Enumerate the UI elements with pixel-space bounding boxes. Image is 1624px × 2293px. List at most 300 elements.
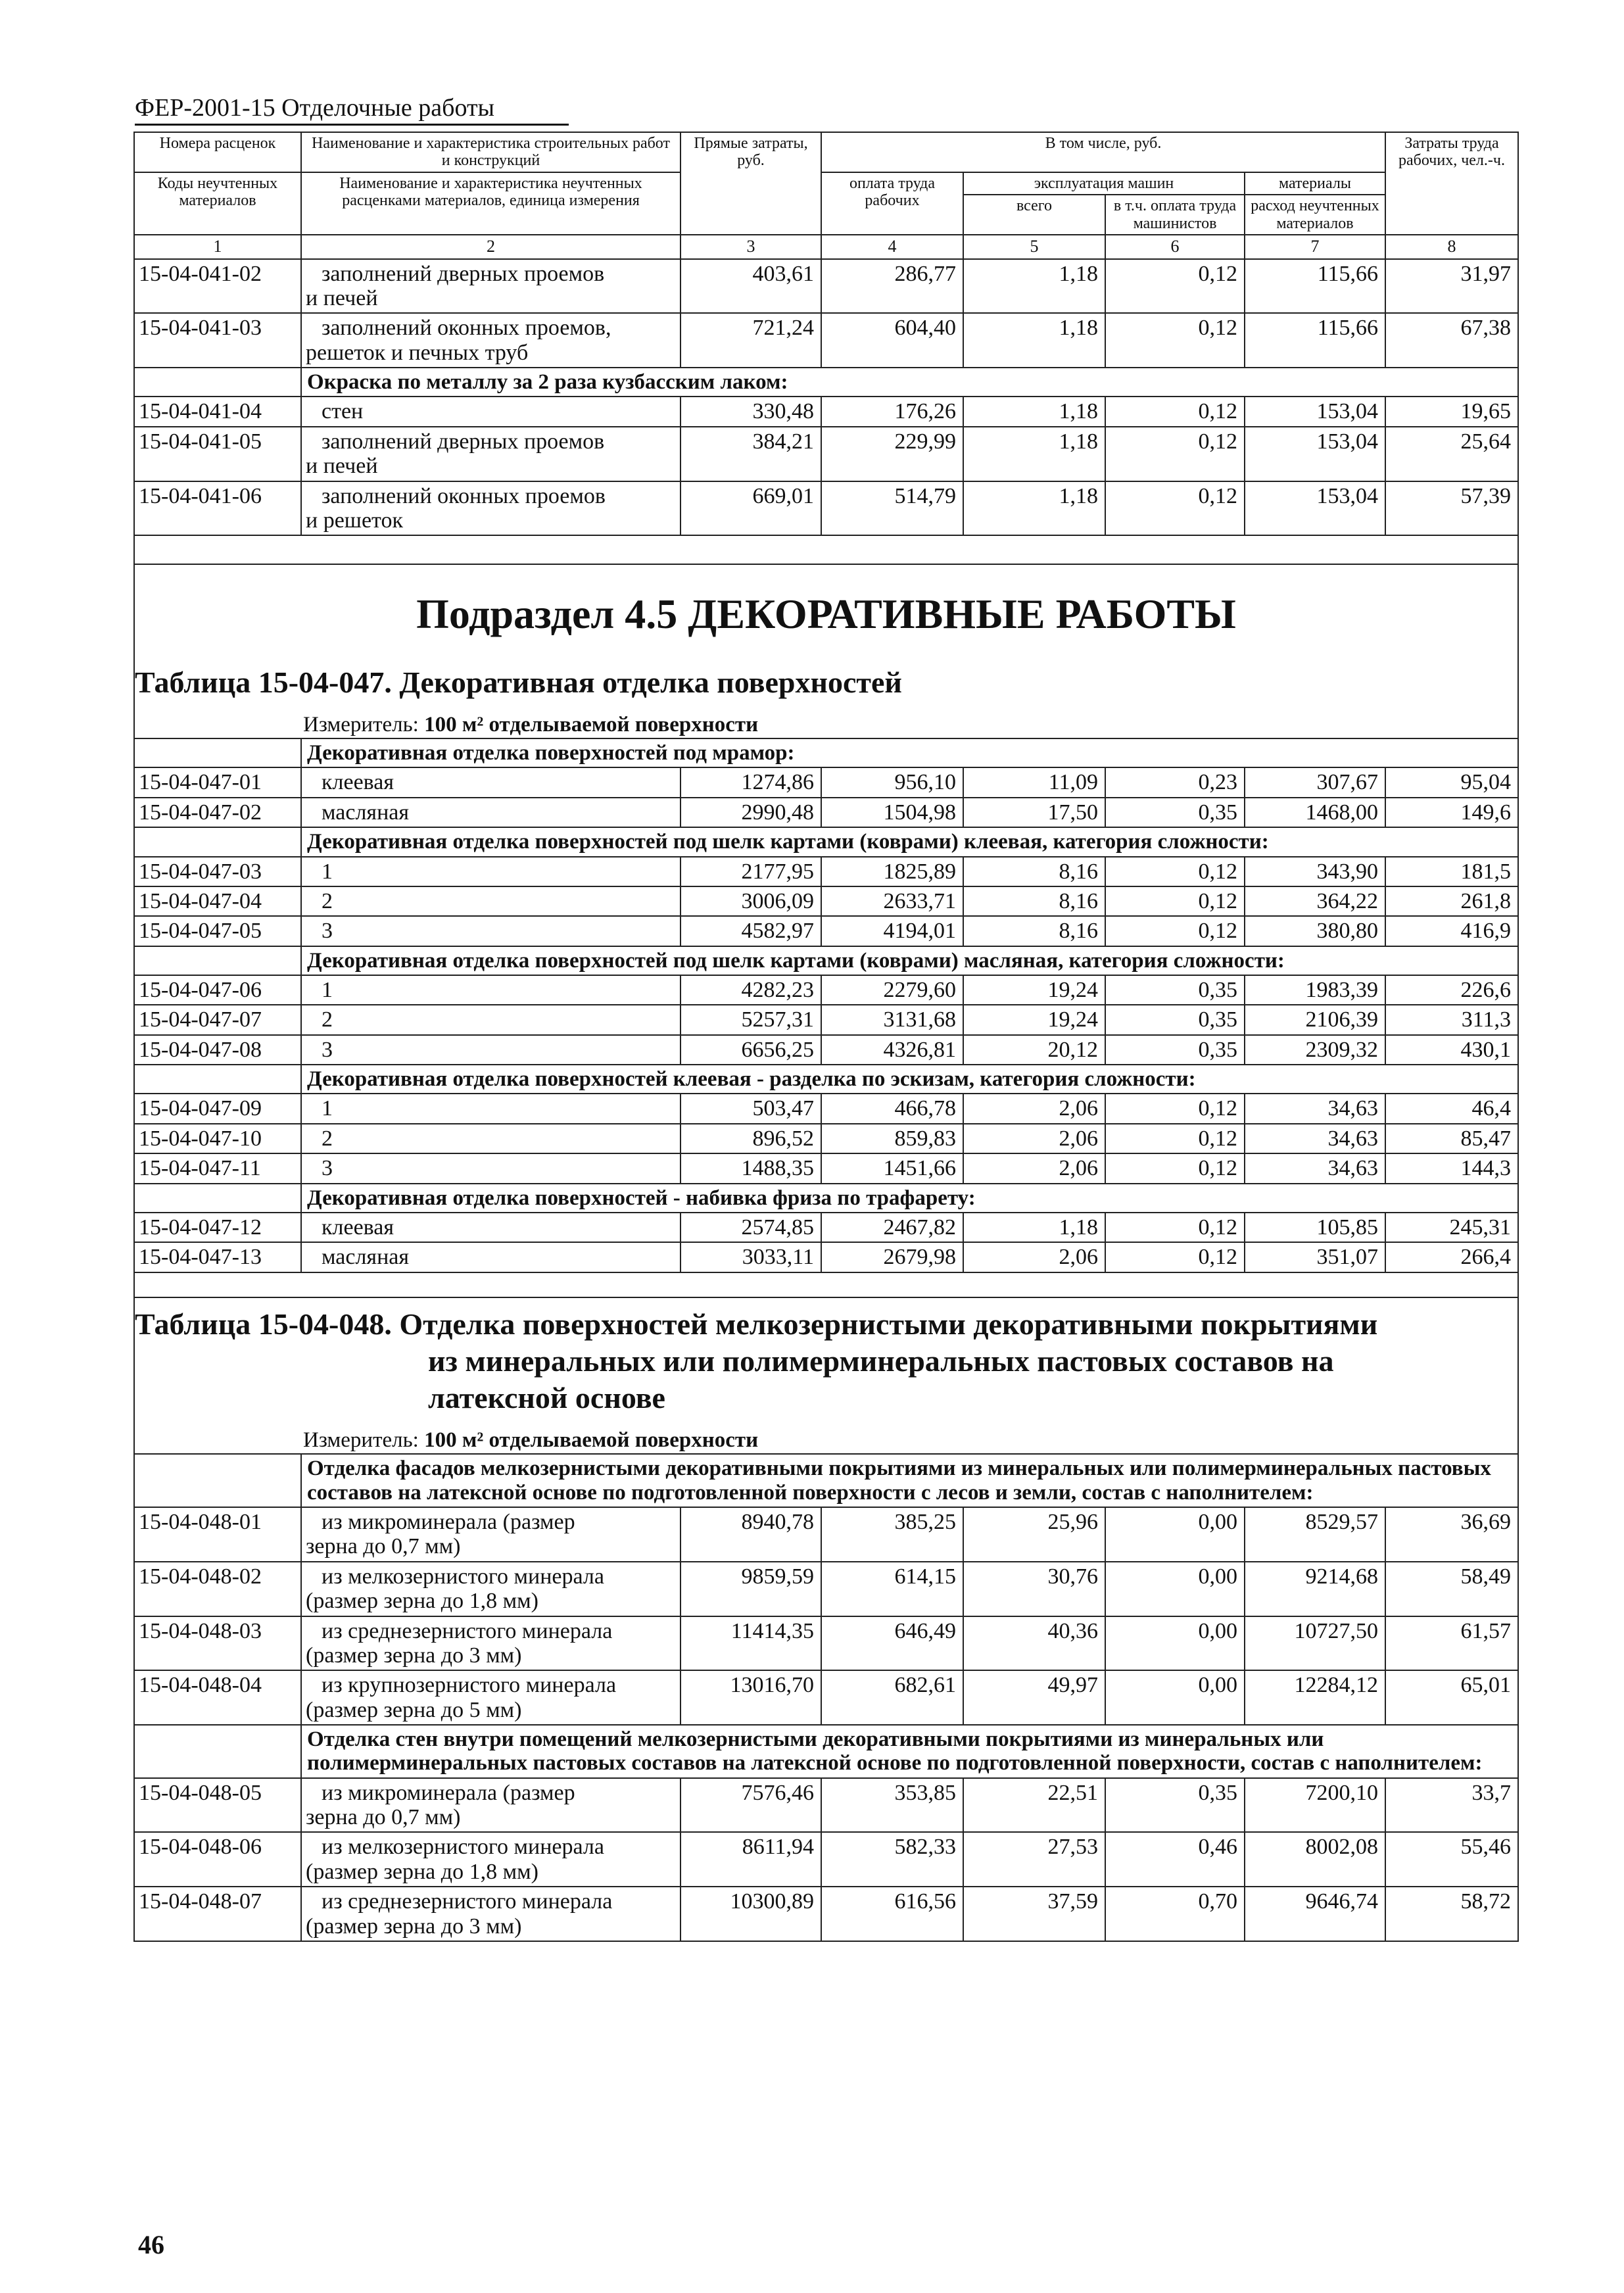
rate-value: 721,24 [681, 313, 821, 368]
rate-value: 0,12 [1105, 1213, 1245, 1242]
table-row [134, 1670, 1518, 1725]
rate-name-line2: (размер зерна до 3 мм) [306, 1643, 522, 1668]
rate-name [301, 1035, 681, 1065]
rate-code: 15-04-041-04 [134, 397, 301, 426]
rate-value: 669,01 [681, 481, 821, 536]
rate-value: 307,67 [1245, 767, 1385, 797]
measure-label: Измеритель: [303, 1428, 419, 1453]
rate-value: 10727,50 [1245, 1616, 1385, 1671]
header-col2-bottom: Наименование и характеристика неучтенных расценками материалов, единица измерения [301, 172, 681, 235]
rate-code: 15-04-041-02 [134, 259, 301, 314]
rate-value: 0,35 [1105, 1035, 1245, 1065]
group-code-cell [134, 1184, 301, 1213]
column-number: 4 [821, 235, 963, 259]
group-code-cell [134, 827, 301, 856]
rate-name-line1: заполнений дверных проемов [322, 261, 605, 286]
table-row [134, 1005, 1518, 1034]
rate-name-line1: заполнений оконных проемов [322, 483, 606, 508]
group-row [134, 368, 1518, 397]
rate-code: 15-04-048-01 [134, 1507, 301, 1562]
rate-name-line1: из микроминерала (размер [322, 1780, 575, 1805]
table-row [134, 1887, 1518, 1941]
rate-code: 15-04-047-02 [134, 798, 301, 827]
rate-name-line1: из микроминерала (размер [322, 1509, 575, 1534]
header-col7: расход неучтенных материалов [1245, 195, 1385, 235]
rate-value: 11,09 [963, 767, 1105, 797]
table-048-title-row [134, 1297, 1518, 1455]
rate-value: 19,24 [963, 975, 1105, 1005]
rate-value: 3006,09 [681, 886, 821, 916]
rate-name-line1: 3 [322, 919, 333, 944]
spacer-row [134, 1272, 1518, 1297]
rate-name [301, 1670, 681, 1725]
group-label: Декоративная отделка поверхностей - набивка фриза по трафарету: [301, 1184, 1518, 1213]
rate-value: 2,06 [963, 1094, 1105, 1123]
rate-value: 7576,46 [681, 1778, 821, 1833]
rate-value: 9214,68 [1245, 1562, 1385, 1616]
header-col1-top: Номера расценок [134, 132, 301, 172]
rate-value: 36,69 [1385, 1507, 1518, 1562]
rate-value: 311,3 [1385, 1005, 1518, 1034]
table-row [134, 767, 1518, 797]
rate-value: 13016,70 [681, 1670, 821, 1725]
table-row [134, 1507, 1518, 1562]
rate-value: 0,70 [1105, 1887, 1245, 1941]
document-body [133, 132, 1517, 1942]
section-row-cell [134, 564, 1518, 738]
rate-value: 514,79 [821, 481, 963, 536]
rate-code: 15-04-041-03 [134, 313, 301, 368]
table-row [134, 397, 1518, 426]
rate-value: 0,12 [1105, 1124, 1245, 1153]
measure-value: 100 м² отделываемой поверхности [424, 1428, 759, 1453]
rate-value: 115,66 [1245, 313, 1385, 368]
rate-value: 153,04 [1245, 481, 1385, 536]
rate-name [301, 886, 681, 916]
rate-value: 380,80 [1245, 916, 1385, 946]
rate-value: 0,12 [1105, 916, 1245, 946]
rate-value: 3131,68 [821, 1005, 963, 1034]
rate-value: 2,06 [963, 1153, 1105, 1183]
rate-name-line1: заполнений оконных проемов, [322, 316, 611, 341]
rate-value: 614,15 [821, 1562, 963, 1616]
table-048-title-row-cell [134, 1297, 1518, 1455]
rate-value: 19,65 [1385, 397, 1518, 426]
rate-name [301, 1124, 681, 1153]
rate-value: 466,78 [821, 1094, 963, 1123]
header-col4: оплата труда рабочих [821, 172, 963, 235]
group-row [134, 827, 1518, 856]
rate-name-line1: 2 [322, 888, 333, 913]
rate-value: 616,56 [821, 1887, 963, 1941]
table-row [134, 975, 1518, 1005]
measure-value: 100 м² отделываемой поверхности [424, 712, 759, 736]
table-row [134, 1242, 1518, 1272]
group-code-cell [134, 1725, 301, 1778]
rate-name-line2: и решеток [306, 508, 403, 533]
rate-value: 416,9 [1385, 916, 1518, 946]
rate-value: 0,12 [1105, 259, 1245, 314]
group-code-cell [134, 368, 301, 397]
section-title: Подраздел 4.5 ДЕКОРАТИВНЫЕ РАБОТЫ [416, 591, 1236, 638]
rate-value: 0,00 [1105, 1616, 1245, 1671]
rate-code: 15-04-048-03 [134, 1616, 301, 1671]
rate-name [301, 1153, 681, 1183]
rate-value: 10300,89 [681, 1887, 821, 1941]
rate-value: 144,3 [1385, 1153, 1518, 1183]
rate-value: 8,16 [963, 886, 1105, 916]
rate-name-line2: и печей [306, 285, 378, 310]
rate-value: 30,76 [963, 1562, 1105, 1616]
rate-name [301, 1213, 681, 1242]
rate-value: 31,97 [1385, 259, 1518, 314]
rate-value: 2990,48 [681, 798, 821, 827]
rate-value: 8002,08 [1245, 1832, 1385, 1887]
rate-name [301, 1507, 681, 1562]
rate-value: 8,16 [963, 916, 1105, 946]
rate-value: 4282,23 [681, 975, 821, 1005]
page-header: ФЕР-2001-15 Отделочные работы [135, 93, 569, 126]
rate-name-line1: клеевая [322, 1215, 394, 1240]
table-row [134, 857, 1518, 886]
table-row [134, 1832, 1518, 1887]
rate-value: 0,12 [1105, 857, 1245, 886]
column-number: 2 [301, 235, 681, 259]
rate-value: 0,00 [1105, 1507, 1245, 1562]
rate-value: 153,04 [1245, 397, 1385, 426]
rate-value: 2,06 [963, 1242, 1105, 1272]
rate-value: 1,18 [963, 259, 1105, 314]
table-048-title-line1: Таблица 15-04-048. Отделка поверхностей мелкозернистыми декоративными покрытиями [135, 1307, 1378, 1341]
rate-value: 859,83 [821, 1124, 963, 1153]
rate-name [301, 1094, 681, 1123]
rate-value: 40,36 [963, 1616, 1105, 1671]
rate-value: 245,31 [1385, 1213, 1518, 1242]
rate-value: 115,66 [1245, 259, 1385, 314]
rate-name [301, 767, 681, 797]
group-label: Окраска по металлу за 2 раза кузбасским лаком: [301, 368, 1518, 397]
rate-value: 430,1 [1385, 1035, 1518, 1065]
rate-value: 17,50 [963, 798, 1105, 827]
rate-value: 1825,89 [821, 857, 963, 886]
rate-value: 8611,94 [681, 1832, 821, 1887]
rate-value: 34,63 [1245, 1124, 1385, 1153]
group-row [134, 946, 1518, 975]
table-047-title: Таблица 15-04-047. Декоративная отделка поверхностей [135, 665, 902, 699]
table-048-title-line2: из минеральных или полимерминеральных пастовых составов на [428, 1343, 1334, 1378]
group-code-cell [134, 1065, 301, 1094]
rate-value: 34,63 [1245, 1094, 1385, 1123]
rate-value: 1,18 [963, 313, 1105, 368]
rate-value: 0,00 [1105, 1562, 1245, 1616]
rate-value: 1983,39 [1245, 975, 1385, 1005]
rate-value: 55,46 [1385, 1832, 1518, 1887]
group-label: Декоративная отделка поверхностей под шелк картами (коврами) масляная, категория сложности: [301, 946, 1518, 975]
rate-value: 956,10 [821, 767, 963, 797]
rate-value: 2106,39 [1245, 1005, 1385, 1034]
rate-value: 0,12 [1105, 1242, 1245, 1272]
spacer-row-cell [134, 535, 1518, 564]
header-col8: Затраты труда рабочих, чел.-ч. [1385, 132, 1518, 235]
rate-name [301, 857, 681, 886]
group-label: Декоративная отделка поверхностей под шелк картами (коврами) клеевая, категория сложности: [301, 827, 1518, 856]
rate-value: 8940,78 [681, 1507, 821, 1562]
rate-value: 25,96 [963, 1507, 1105, 1562]
group-row [134, 738, 1518, 767]
group-label: Отделка фасадов мелкозернистыми декоративными покрытиями из минеральных или полимерминеральных пастовых составов на латексной основе по подготовленной поверхности с лесов и земли, состав с наполнителем: [301, 1454, 1518, 1507]
rate-value: 6656,25 [681, 1035, 821, 1065]
table-048-measure [135, 1416, 1517, 1453]
rate-value: 105,85 [1245, 1213, 1385, 1242]
rate-name [301, 1778, 681, 1833]
rate-value: 7200,10 [1245, 1778, 1385, 1833]
rate-name [301, 916, 681, 946]
rate-value: 49,97 [963, 1670, 1105, 1725]
rate-value: 181,5 [1385, 857, 1518, 886]
rate-name-line2: (размер зерна до 5 мм) [306, 1697, 522, 1722]
table-048-title-line3: латексной основе [428, 1380, 665, 1414]
rate-code: 15-04-047-09 [134, 1094, 301, 1123]
rate-value: 9859,59 [681, 1562, 821, 1616]
rate-value: 2177,95 [681, 857, 821, 886]
rate-name-line1: клеевая [322, 770, 394, 795]
rate-code: 15-04-047-07 [134, 1005, 301, 1034]
rate-value: 11414,35 [681, 1616, 821, 1671]
rate-code: 15-04-047-11 [134, 1153, 301, 1183]
group-code-cell [134, 946, 301, 975]
rate-value: 1,18 [963, 427, 1105, 481]
rate-value: 12284,12 [1245, 1670, 1385, 1725]
rate-value: 19,24 [963, 1005, 1105, 1034]
rate-value: 149,6 [1385, 798, 1518, 827]
rate-code: 15-04-047-13 [134, 1242, 301, 1272]
rate-value: 67,38 [1385, 313, 1518, 368]
rate-value: 0,12 [1105, 886, 1245, 916]
rate-name [301, 1616, 681, 1671]
rate-name-line1: заполнений дверных проемов [322, 429, 605, 454]
column-number: 1 [134, 235, 301, 259]
rate-value: 0,12 [1105, 1094, 1245, 1123]
rate-value: 0,12 [1105, 1153, 1245, 1183]
table-row [134, 1616, 1518, 1671]
header-machines: эксплуатация машин [963, 172, 1245, 195]
rate-name-line1: из крупнозернистого минерала [322, 1673, 617, 1698]
rate-value: 226,6 [1385, 975, 1518, 1005]
rate-value: 0,12 [1105, 481, 1245, 536]
group-label: Декоративная отделка поверхностей под мрамор: [301, 738, 1518, 767]
group-label: Декоративная отделка поверхностей клеевая - разделка по эскизам, категория сложности: [301, 1065, 1518, 1094]
rate-name-line1: 1 [322, 978, 333, 1002]
table-row [134, 1562, 1518, 1616]
rate-value: 8,16 [963, 857, 1105, 886]
rate-value: 95,04 [1385, 767, 1518, 797]
rate-value: 0,12 [1105, 397, 1245, 426]
rate-value: 85,47 [1385, 1124, 1518, 1153]
spacer-row-cell [134, 1272, 1518, 1297]
rate-value: 2679,98 [821, 1242, 963, 1272]
rate-name-line1: 2 [322, 1126, 333, 1151]
column-number: 6 [1105, 235, 1245, 259]
rate-value: 646,49 [821, 1616, 963, 1671]
rate-value: 65,01 [1385, 1670, 1518, 1725]
rate-name [301, 1005, 681, 1034]
spacer-row [134, 535, 1518, 564]
table-row [134, 916, 1518, 946]
measure-label: Измеритель: [303, 712, 419, 736]
rate-value: 0,12 [1105, 313, 1245, 368]
rate-value: 682,61 [821, 1670, 963, 1725]
rate-code: 15-04-047-01 [134, 767, 301, 797]
rate-value: 3033,11 [681, 1242, 821, 1272]
rate-value: 403,61 [681, 259, 821, 314]
rate-value: 9646,74 [1245, 1887, 1385, 1941]
rate-value: 0,23 [1105, 767, 1245, 797]
group-row [134, 1454, 1518, 1507]
table-row [134, 1778, 1518, 1833]
rate-name-line2: (размер зерна до 3 мм) [306, 1914, 522, 1939]
rate-value: 261,8 [1385, 886, 1518, 916]
column-numbers-row [134, 235, 1518, 259]
rate-code: 15-04-047-10 [134, 1124, 301, 1153]
rate-name-line1: стен [322, 399, 364, 424]
rate-value: 5257,31 [681, 1005, 821, 1034]
rate-value: 4582,97 [681, 916, 821, 946]
rate-value: 58,72 [1385, 1887, 1518, 1941]
rate-code: 15-04-048-02 [134, 1562, 301, 1616]
rate-value: 896,52 [681, 1124, 821, 1153]
column-number: 7 [1245, 235, 1385, 259]
rate-value: 351,07 [1245, 1242, 1385, 1272]
rate-name [301, 975, 681, 1005]
rate-name-line1: из мелкозернистого минерала [322, 1564, 604, 1589]
header-group: В том числе, руб. [821, 132, 1385, 172]
rate-value: 58,49 [1385, 1562, 1518, 1616]
rate-code: 15-04-048-05 [134, 1778, 301, 1833]
header-col5: всего [963, 195, 1105, 235]
table-048-title [135, 1298, 1517, 1416]
rate-name-line1: 1 [322, 859, 333, 884]
rate-value: 4326,81 [821, 1035, 963, 1065]
rate-value: 604,40 [821, 313, 963, 368]
rate-name [301, 481, 681, 536]
rate-value: 37,59 [963, 1887, 1105, 1941]
rate-value: 1,18 [963, 1213, 1105, 1242]
rate-value: 364,22 [1245, 886, 1385, 916]
column-number: 8 [1385, 235, 1518, 259]
rate-value: 1504,98 [821, 798, 963, 827]
rate-value: 0,46 [1105, 1832, 1245, 1887]
rate-value: 1451,66 [821, 1153, 963, 1183]
rate-name [301, 1562, 681, 1616]
rate-value: 2309,32 [1245, 1035, 1385, 1065]
table-row [134, 481, 1518, 536]
rate-code: 15-04-048-04 [134, 1670, 301, 1725]
rate-name-line1: 1 [322, 1096, 333, 1121]
rate-value: 20,12 [963, 1035, 1105, 1065]
table-row [134, 886, 1518, 916]
rate-value: 2,06 [963, 1124, 1105, 1153]
rate-code: 15-04-047-03 [134, 857, 301, 886]
rate-name-line1: из среднезернистого минерала [322, 1889, 613, 1914]
rate-value: 0,12 [1105, 427, 1245, 481]
rate-value: 25,64 [1385, 427, 1518, 481]
table-row [134, 1153, 1518, 1183]
header-col2-top: Наименование и характеристика строительных работ и конструкций [301, 132, 681, 172]
rate-value: 153,04 [1245, 427, 1385, 481]
rate-value: 46,4 [1385, 1094, 1518, 1123]
group-row [134, 1184, 1518, 1213]
rate-value: 353,85 [821, 1778, 963, 1833]
group-code-cell [134, 738, 301, 767]
rate-value: 1,18 [963, 481, 1105, 536]
rate-value: 0,35 [1105, 1005, 1245, 1034]
rate-name-line2: (размер зерна до 1,8 мм) [306, 1589, 538, 1614]
rate-name [301, 1832, 681, 1887]
table-row [134, 1213, 1518, 1242]
rate-value: 384,21 [681, 427, 821, 481]
rate-value: 0,35 [1105, 1778, 1245, 1833]
rate-value: 229,99 [821, 427, 963, 481]
table-row [134, 1094, 1518, 1123]
rate-code: 15-04-047-06 [134, 975, 301, 1005]
rates-table [133, 132, 1519, 1942]
rate-name-line1: 2 [322, 1007, 333, 1032]
rate-value: 2467,82 [821, 1213, 963, 1242]
rate-name-line1: 3 [322, 1037, 333, 1062]
rate-value: 330,48 [681, 397, 821, 426]
rate-value: 1468,00 [1245, 798, 1385, 827]
rate-code: 15-04-041-05 [134, 427, 301, 481]
rate-name [301, 259, 681, 314]
rate-name-line1: масляная [322, 1245, 409, 1270]
group-row [134, 1065, 1518, 1094]
rate-value: 503,47 [681, 1094, 821, 1123]
rate-name-line2: решеток и печных труб [306, 340, 529, 365]
group-row [134, 1725, 1518, 1778]
rate-value: 1274,86 [681, 767, 821, 797]
table-row [134, 313, 1518, 368]
rate-name-line2: зерна до 0,7 мм) [306, 1805, 461, 1830]
rate-code: 15-04-047-08 [134, 1035, 301, 1065]
rate-value: 0,35 [1105, 798, 1245, 827]
rate-code: 15-04-047-04 [134, 886, 301, 916]
rate-value: 343,90 [1245, 857, 1385, 886]
page-number: 46 [138, 2230, 164, 2259]
rate-name-line2: и печей [306, 454, 378, 479]
header-col6: в т.ч. оплата труда машинистов [1105, 195, 1245, 235]
rate-value: 1,18 [963, 397, 1105, 426]
rate-value: 22,51 [963, 1778, 1105, 1833]
table-row [134, 798, 1518, 827]
table-047-measure [135, 701, 1517, 738]
rate-name [301, 798, 681, 827]
rate-value: 61,57 [1385, 1616, 1518, 1671]
header-materials: материалы [1245, 172, 1385, 195]
rate-code: 15-04-048-07 [134, 1887, 301, 1941]
rate-value: 176,26 [821, 397, 963, 426]
rate-value: 0,00 [1105, 1670, 1245, 1725]
rate-name [301, 1242, 681, 1272]
rate-name-line1: 3 [322, 1156, 333, 1181]
header-col3: Прямые затраты, руб. [681, 132, 821, 235]
rate-value: 266,4 [1385, 1242, 1518, 1272]
table-row [134, 427, 1518, 481]
group-code-cell [134, 1454, 301, 1507]
rate-value: 2279,60 [821, 975, 963, 1005]
rate-name-line1: масляная [322, 800, 409, 825]
rate-code: 15-04-048-06 [134, 1832, 301, 1887]
rate-value: 8529,57 [1245, 1507, 1385, 1562]
